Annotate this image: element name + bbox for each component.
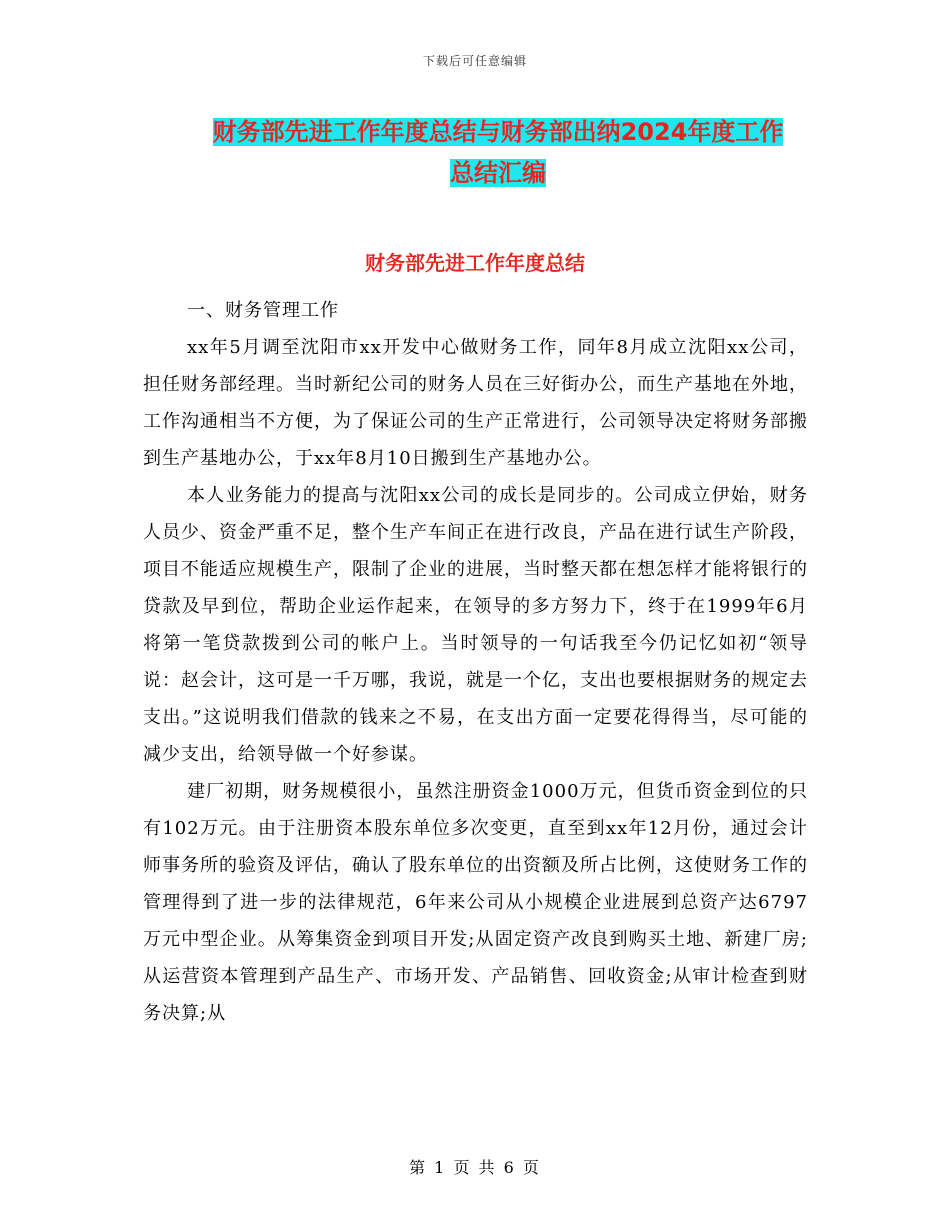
- document-title-line-1: 财务部先进工作年度总结与财务部出纳2024年度工作: [212, 118, 784, 146]
- paragraph: 本人业务能力的提高与沈阳xx公司的成长是同步的。公司成立伊始，财务人员少、资金严重不足，整个生产车间正在进行改良，产品在进行试生产阶段，项目不能适应规模生产，限制了企业的进展，当时整天都在想怎样才能将银行的贷款及早到位，帮助企业运作起来，在领导的多方努力下，终于在1999年6月将第一笔贷款拨到公司的帐户上。当时领导的一句话我至今仍记忆如初“领导说：赵会计，这可是一千万哪，我说，就是一个亿，支出也要根据财务的规定去支出。”这说明我们借款的钱来之不易，在支出方面一定要花得得当，尽可能的减少支出，给领导做一个好参谋。: [143, 485, 808, 765]
- header-note: 下载后可任意编辑: [422, 54, 527, 68]
- page-footer: 第 1 页 共 6 页: [409, 1158, 541, 1177]
- document-title: [188, 112, 808, 194]
- section-title: 财务部先进工作年度总结: [365, 251, 585, 275]
- paragraph: 建厂初期，财务规模很小，虽然注册资金1000万元，但货币资金到位的只有102万元。由于注册资本股东单位多次变更，直至到xx年12月份，通过会计师事务所的验资及评估，确认了股东单位的出资额及所占比例，这使财务工作的管理得到了进一步的法律规范，6年来公司从小规模企业进展到总资产达6797万元中型企业。从筹集资金到项目开发;从固定资产改良到购买土地、新建厂房;从运营资本管理到产品生产、市场开发、产品销售、回收资金;从审计检查到财务决算;从: [143, 781, 808, 1024]
- paragraph-heading: 一、财务管理工作: [187, 300, 339, 321]
- paragraph: xx年5月调至沈阳市xx开发中心做财务工作，同年8月成立沈阳xx公司，担任财务部经理。当时新纪公司的财务人员在三好街办公，而生产基地在外地，工作沟通相当不方便，为了保证公司的生产正常进行，公司领导决定将财务部搬到生产基地办公，于xx年8月10日搬到生产基地办公。: [143, 337, 808, 469]
- document-title-line-2: 总结汇编: [450, 159, 546, 187]
- body-text: [143, 292, 808, 1032]
